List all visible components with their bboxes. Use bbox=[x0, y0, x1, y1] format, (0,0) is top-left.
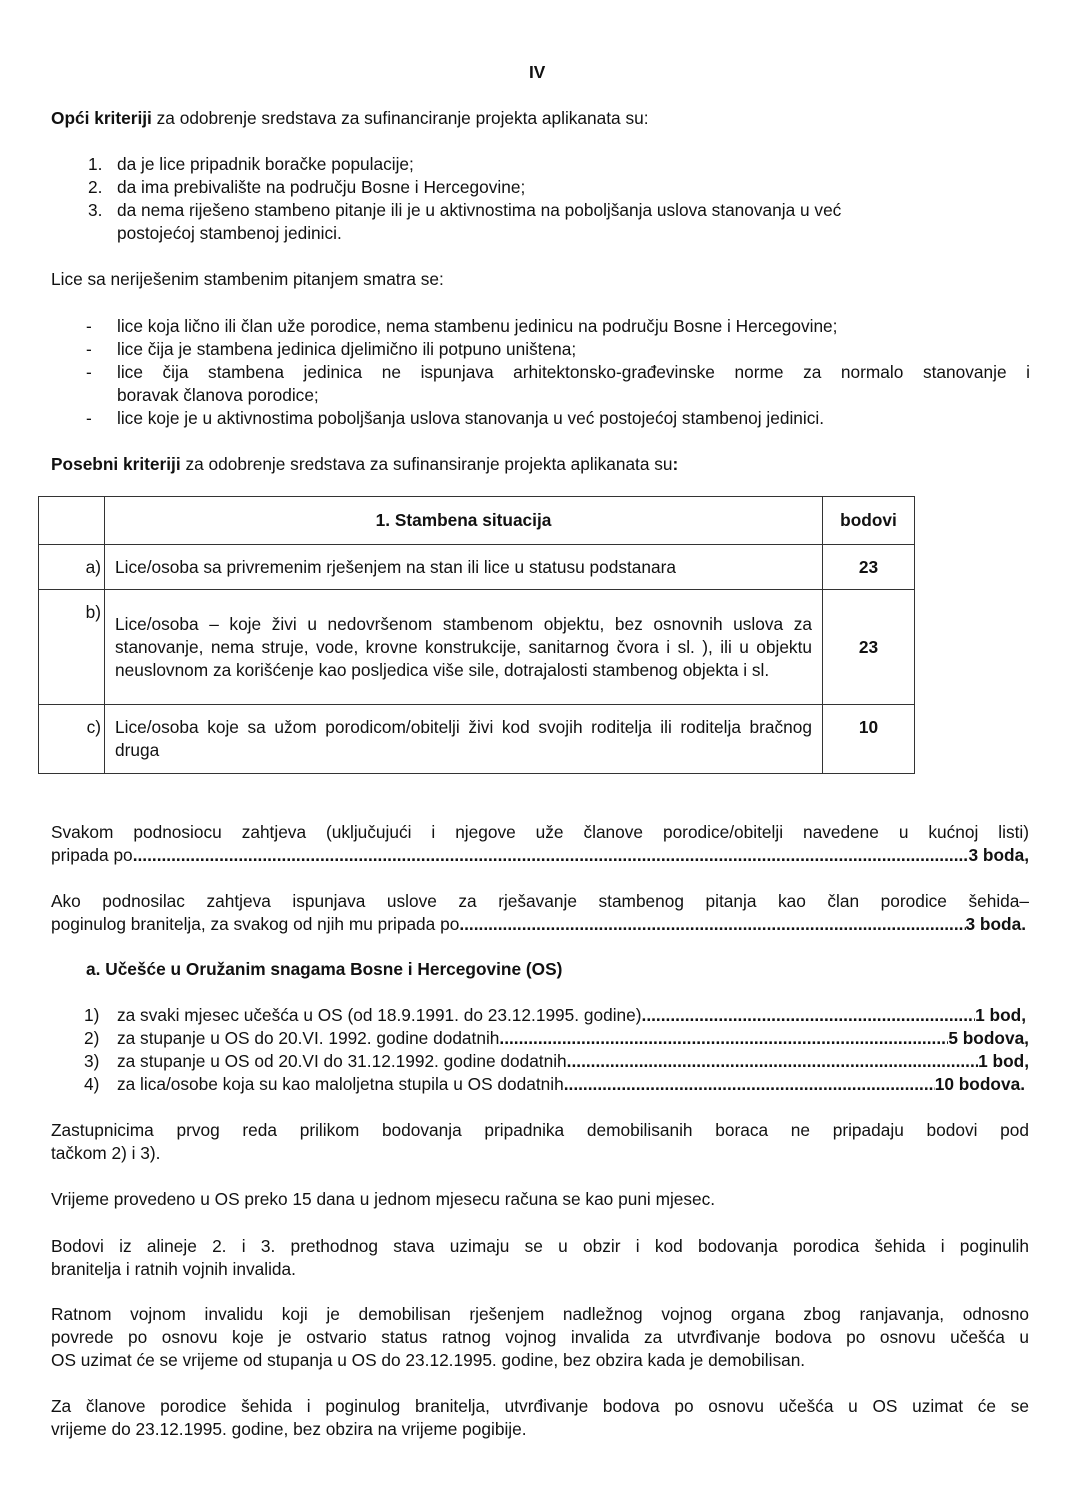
table-row bbox=[39, 545, 915, 590]
list-item: da nema riješeno stambeno pitanje ili je u aktivnostima na poboljšanja uslova stanovanja u već bbox=[117, 200, 842, 220]
list-item: lice koja lično ili član uže porodice, nema stambenu jedinicu na području Bosne i Hercegovine; bbox=[117, 316, 838, 336]
family-paragraph-line2: vrijeme do 23.12.1995. godine, bez obzira na vrijeme pogibije. bbox=[51, 1419, 527, 1439]
list-item: da ima prebivalište na području Bosne i Hercegovine; bbox=[117, 177, 526, 197]
participation-item-text: za lica/osobe koja su kao maloljetna stupila u OS dodatnih bbox=[117, 1074, 564, 1094]
section-numeral: IV bbox=[529, 62, 546, 82]
participation-item-points: 10 bodova. bbox=[934, 1074, 1025, 1094]
leader-dots bbox=[564, 1073, 935, 1095]
list-item-number: 3. bbox=[88, 200, 103, 220]
participation-item-points: 1 bod, bbox=[975, 1005, 1026, 1025]
leader-dots bbox=[642, 1004, 976, 1026]
table-row bbox=[39, 705, 915, 774]
time-spent-paragraph: Vrijeme provedeno u OS preko 15 dana u jednom mjesecu računa se kao puni mjesec. bbox=[51, 1189, 716, 1209]
table-header-points: bodovi bbox=[823, 497, 915, 545]
general-criteria-heading-bold: Opći kriteriji bbox=[51, 108, 152, 128]
bullet-dash-icon: - bbox=[86, 339, 92, 359]
list-item-continuation: boravak članova porodice; bbox=[117, 385, 319, 405]
table-header-empty bbox=[39, 497, 105, 545]
bullet-dash-icon: - bbox=[86, 362, 92, 382]
table-row-points: 23 bbox=[823, 545, 915, 590]
bullet-dash-icon: - bbox=[86, 316, 92, 336]
participation-heading: a. Učešće u Oružanim snagama Bosne i Hercegovine (OS) bbox=[86, 959, 563, 979]
points-alinea-paragraph-line1: Bodovi iz alineje 2. i 3. prethodnog stava uzimaju se u obzir i kod bodovanja porodica šehida i poginulih bbox=[51, 1236, 1029, 1256]
table-header-title: 1. Stambena situacija bbox=[105, 497, 823, 545]
table-row-label: b) bbox=[39, 590, 105, 705]
unresolved-intro: Lice sa neriješenim stambenim pitanjem smatra se: bbox=[51, 269, 444, 289]
special-criteria-heading bbox=[51, 453, 678, 475]
general-criteria-heading-rest: za odobrenje sredstava za sufinanciranje projekta aplikanata su: bbox=[151, 108, 649, 128]
list-item: lice koje je u aktivnostima poboljšanja uslova stanovanja u već postojećoj stambenoj jedinici. bbox=[117, 408, 825, 428]
shehid-points-row bbox=[51, 913, 1026, 935]
table-row-label: a) bbox=[39, 545, 105, 590]
participation-item bbox=[117, 1027, 1029, 1049]
special-criteria-heading-colon: : bbox=[672, 454, 679, 474]
members-points-value: 3 boda, bbox=[968, 845, 1029, 865]
special-criteria-heading-rest: za odobrenje sredstava za sufinansiranje projekta aplikanata su bbox=[180, 454, 673, 474]
shehid-paragraph-line1: Ako podnosilac zahtjeva ispunjava uslove za rješavanje stambenog pitanja kao član porodice šehida– bbox=[51, 891, 1029, 911]
members-paragraph-line1: Svakom podnosiocu zahtjeva (uključujući i njegove uže članove porodice/obitelji navedene u kućnoj listi) bbox=[51, 822, 1029, 842]
list-item: lice čija stambena jedinica ne ispunjava arhitektonsko-građevinske norme za normalo stanovanje i bbox=[117, 362, 1030, 382]
list-item-number: 2) bbox=[84, 1028, 100, 1048]
participation-item-text: za stupanje u OS od 20.VI do 31.12.1992. godine dodatnih bbox=[117, 1051, 567, 1071]
table-row-text: Lice/osoba – koje živi u nedovršenom stambenom objektu, bez osnovnih uslova za stanovanje, nema struje, vode, krovne konstrukcije, sanitarnog čvora i sl. ), ili u objektu neuslovnom za korišćenje kao posljedica više sile, dotrajalosti stambenog objekta i sl. bbox=[105, 590, 823, 705]
participation-item bbox=[117, 1004, 1026, 1026]
table-row-points: 10 bbox=[823, 705, 915, 774]
participation-item-text: za stupanje u OS do 20.VI. 1992. godine dodatnih bbox=[117, 1028, 500, 1048]
participation-item bbox=[117, 1050, 1029, 1072]
list-item-number: 4) bbox=[84, 1074, 100, 1094]
table-row-label: c) bbox=[39, 705, 105, 774]
list-item: lice čija je stambena jedinica djelimično ili potpuno uništena; bbox=[117, 339, 577, 359]
list-item-continuation: postojećoj stambenoj jedinici. bbox=[117, 223, 342, 243]
leader-dots bbox=[567, 1050, 978, 1072]
list-item-number: 2. bbox=[88, 177, 103, 197]
list-item-number: 3) bbox=[84, 1051, 100, 1071]
participation-item-text: za svaki mjesec učešća u OS (od 18.9.1991. do 23.12.1995. godine) bbox=[117, 1005, 642, 1025]
participation-item-points: 5 bodova, bbox=[948, 1028, 1029, 1048]
members-points-row bbox=[51, 844, 1029, 866]
first-order-paragraph-line1: Zastupnicima prvog reda prilikom bodovanja pripadnika demobilisanih boraca ne pripadaju bodovi pod bbox=[51, 1120, 1029, 1140]
table-row-text: Lice/osoba koje sa užom porodicom/obitelji živi kod svojih roditelja ili roditelja bračnog druga bbox=[105, 705, 823, 774]
special-criteria-heading-bold: Posebni kriteriji bbox=[51, 454, 181, 474]
invalid-paragraph-line1: Ratnom vojnom invalidu koji je demobilisan rješenjem nadležnog vojnog organa zbog ranjavanja, odnosno bbox=[51, 1304, 1029, 1324]
participation-item bbox=[117, 1073, 1025, 1095]
bullet-dash-icon: - bbox=[86, 408, 92, 428]
participation-item-points: 1 bod, bbox=[978, 1051, 1029, 1071]
points-alinea-paragraph-line2: branitelja i ratnih vojnih invalida. bbox=[51, 1259, 296, 1279]
members-points-text: pripada po bbox=[51, 845, 133, 865]
housing-situation-table bbox=[38, 496, 915, 774]
general-criteria-heading bbox=[51, 107, 649, 129]
shehid-points-value: 3 boda. bbox=[965, 914, 1026, 934]
table-header-row bbox=[39, 497, 915, 545]
list-item-number: 1. bbox=[88, 154, 103, 174]
table-row-points: 23 bbox=[823, 590, 915, 705]
invalid-paragraph-line2: povrede po osnovu koje je ostvario status ratnog vojnog invalida za utvrđivanje bodova po osnovu učešća u bbox=[51, 1327, 1029, 1347]
leader-dots bbox=[459, 913, 965, 935]
list-item: da je lice pripadnik boračke populacije; bbox=[117, 154, 414, 174]
table-row-text: Lice/osoba sa privremenim rješenjem na stan ili lice u statusu podstanara bbox=[105, 545, 823, 590]
first-order-paragraph-line2: tačkom 2) i 3). bbox=[51, 1143, 161, 1163]
invalid-paragraph-line3: OS uzimat će se vrijeme od stupanja u OS do 23.12.1995. godine, bez obzira kada je demobilisan. bbox=[51, 1350, 806, 1370]
shehid-points-text: poginulog branitelja, za svakog od njih mu pripada po bbox=[51, 914, 460, 934]
leader-dots bbox=[499, 1027, 948, 1049]
leader-dots bbox=[133, 844, 969, 866]
list-item-number: 1) bbox=[84, 1005, 100, 1025]
table-row bbox=[39, 590, 915, 705]
family-paragraph-line1: Za članove porodice šehida i poginulog branitelja, utvrđivanje bodova po osnovu učešća u OS uzimat će se bbox=[51, 1396, 1029, 1416]
